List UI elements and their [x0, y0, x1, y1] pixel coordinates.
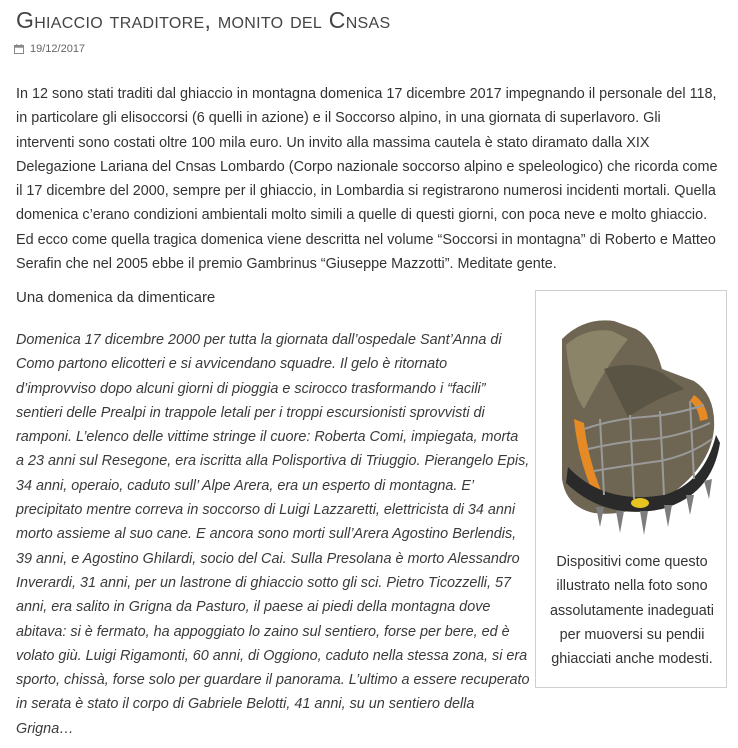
- publish-date: 19/12/2017: [30, 43, 86, 55]
- section-subheading: Una domenica da dimenticare: [16, 289, 216, 306]
- article-meta: [14, 43, 85, 55]
- crampon-boot-photo: [544, 299, 720, 539]
- figure-box: [535, 290, 727, 688]
- figure-caption: Dispositivi come questo illustrato nella foto sono assolutamente inadeguati per muoversi su pendii ghiacciati anche modesti.: [549, 554, 714, 668]
- quoted-excerpt: Domenica 17 dicembre 2000 per tutta la giornata dall’ospedale Sant’Anna di Como partono elicotteri e si avvicendano squadre. Il gelo è ritornato d’improvviso dopo alcuni giorni di pioggia e scirocco trasformando i “facili” sentieri delle Prealpi in trappole letali per i troppi escursionisti sprovvisti di ramponi. L’elenco delle vittime stringe il cuore: Roberta Comi, impiegata, morta a 23 anni sul Resegone, era iscritta alla Polisportiva di Triuggio. Pierangelo Epis, 34 anni, operaio, caduto sull’ Alpe Arera, era un esperto di montagna. E’ precipitato mentre correva in soccorso di Luigi Lazzaretti, elettricista di 34 anni morto assieme al suo cane. E ancora sono morti sull’Arera Agostino Berlendis, 39 anni, e Agostino Ghilardi, socio del Cai. Sulla Presolana è morto Alessandro Inverardi, 31 anni, per un lastrone di ghiaccio sotto gli sci. Pietro Ticozzelli, 57 anni, era salito in Grigna da Pasturo, il paese ai piedi della montagna dove abitava: si è fermato, ha appoggiato lo zaino sul sentiero, forse per bere, ed è volato giù. Luigi Rigamonti, 60 anni, di Oggiono, caduto nella stessa zona, si era sporto, chissà, forse solo per guardare il panorama. L’ultimo a essere recuperato in serata è stato il corpo di Gabriele Belotti, 41 anni, su un sentiero della Grigna…: [16, 332, 530, 737]
- article-title: Ghiaccio traditore, monito del Cnsas: [16, 7, 391, 33]
- intro-paragraph: In 12 sono stati traditi dal ghiaccio in montagna domenica 17 dicembre 2017 impegnando il personale del 118, in particolare gli elisoccorsi (6 quelli in azione) e il Soccorso alpino, in una giornata di superlavoro. Gli interventi sono costati oltre 100 mila euro. Un invito alla massima cautela è stato diramato dalla XIX Delegazione Lariana del Cnsas Lombardo (Corpo nazionale soccorso alpino e speleologico) che ricorda come il 17 dicembre del 2000, sempre per il ghiaccio, in Lombardia si registrarono numerosi incidenti mortali. Quella domenica c’erano condizioni ambientali molto simili a quelle di questi giorni, con poca neve e molto ghiaccio. Ed ecco come quella tragica domenica viene descritta nel volume “Soccorsi in montagna” di Roberto e Matteo Serafin che nel 2005 ebbe il premio Gambrinus “Giuseppe Mazzotti”. Meditate gente.: [16, 86, 718, 273]
- calendar-icon: [14, 44, 24, 54]
